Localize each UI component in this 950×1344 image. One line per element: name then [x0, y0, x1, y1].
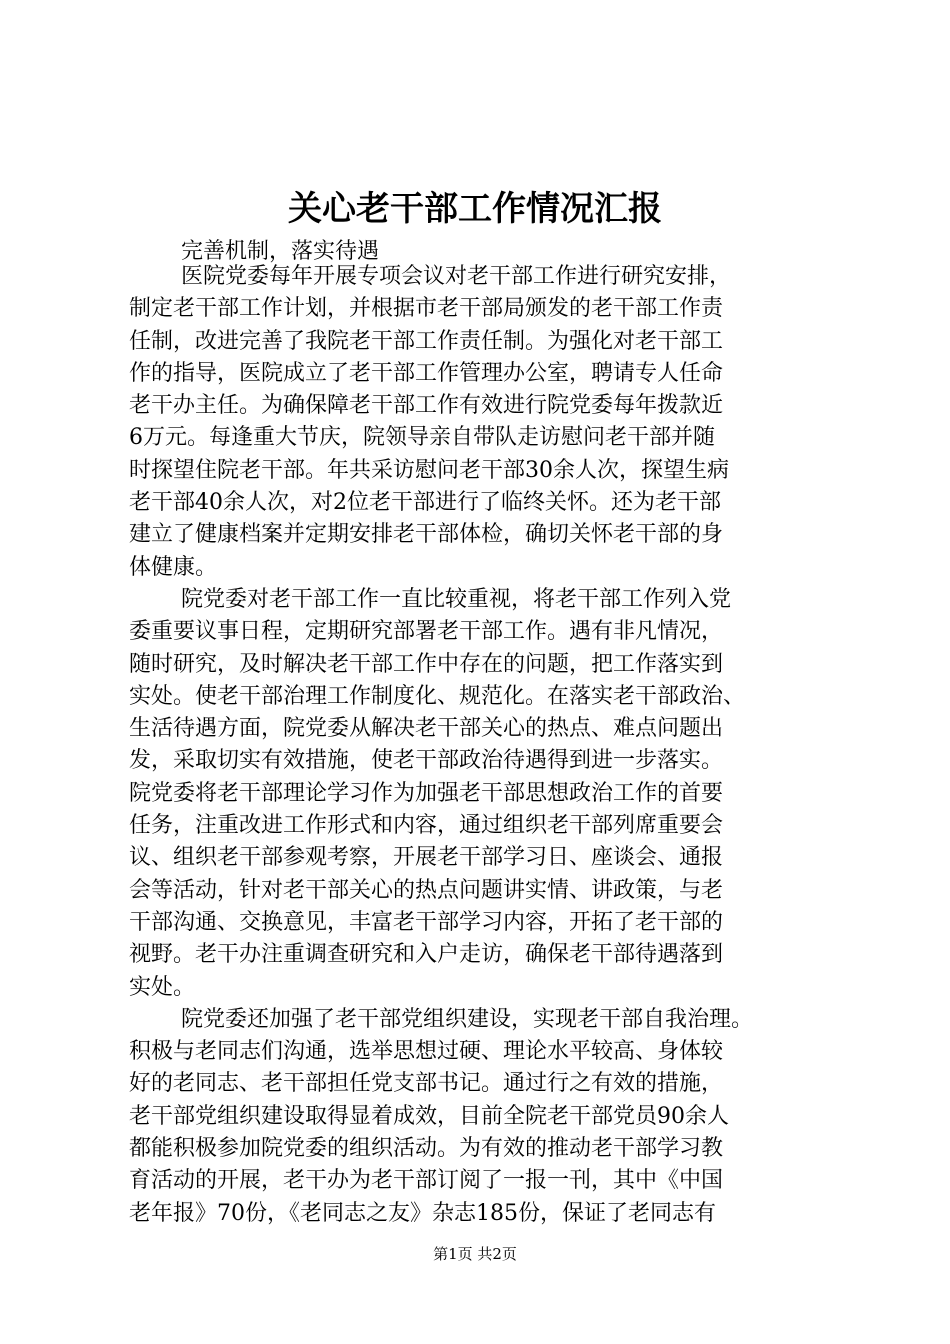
text-line: 作的指导，医院成立了老干部工作管理办公室，聘请专人任命	[129, 360, 724, 386]
text-line: 院党委将老干部理论学习作为加强老干部思想政治工作的首要	[129, 780, 724, 806]
text-line: 生活待遇方面，院党委从解决老干部关心的热点、难点问题出	[129, 716, 724, 742]
text-line: 发，采取切实有效措施，使老干部政治待遇得到进一步落实。	[129, 748, 724, 774]
text-line: 委重要议事日程，定期研究部署老干部工作。遇有非凡情况，	[129, 619, 724, 645]
body-text	[129, 261, 869, 1230]
text-line: 议、组织老干部参观考察，开展老干部学习日、座谈会、通报	[129, 845, 724, 871]
text-line: 实处。使老干部治理工作制度化、规范化。在落实老干部政治、	[129, 683, 746, 709]
text-line: 任务，注重改进工作形式和内容，通过组织老干部列席重要会	[129, 813, 724, 839]
text-line: 院党委还加强了老干部党组织建设，实现老干部自我治理。	[181, 1006, 754, 1032]
text-line: 建立了健康档案并定期安排老干部体检，确切关怀老干部的身	[129, 522, 724, 548]
text-line: 会等活动，针对老干部关心的热点问题讲实情、讲政策，与老	[129, 877, 724, 903]
text-line: 老干办主任。为确保障老干部工作有效进行院党委每年拨款近	[129, 393, 724, 419]
text-line: 老干部40余人次，对2位老干部进行了临终关怀。还为老干部	[129, 490, 721, 516]
text-line: 体健康。	[129, 554, 218, 580]
text-line: 育活动的开展，老干办为老干部订阅了一报一刊，其中《中国	[129, 1168, 724, 1194]
section-heading: 完善机制，落实待遇	[181, 239, 380, 264]
text-line: 制定老干部工作计划，并根据市老干部局颁发的老干部工作责	[129, 296, 724, 322]
text-line: 任制，改进完善了我院老干部工作责任制。为强化对老干部工	[129, 328, 724, 354]
text-line: 积极与老同志们沟通，选举思想过硬、理论水平较高、身体较	[129, 1039, 724, 1065]
page-footer: 第1页 共2页	[433, 1245, 517, 1263]
text-line: 随时研究，及时解决老干部工作中存在的问题，把工作落实到	[129, 651, 724, 677]
text-line: 干部沟通、交换意见，丰富老干部学习内容，开拓了老干部的	[129, 909, 724, 935]
text-line: 实处。	[129, 974, 196, 1000]
text-line: 好的老同志、老干部担任党支部书记。通过行之有效的措施，	[129, 1071, 724, 1097]
text-line: 老干部党组织建设取得显着成效，目前全院老干部党员90余人	[129, 1103, 729, 1129]
text-line: 时探望住院老干部。年共采访慰问老干部30余人次，探望生病	[129, 457, 729, 483]
text-line: 视野。老干办注重调查研究和入户走访，确保老干部待遇落到	[129, 942, 724, 968]
text-line: 6万元。每逢重大节庆，院领导亲自带队走访慰问老干部并随	[129, 425, 715, 451]
text-line: 院党委对老干部工作一直比较重视，将老干部工作列入党	[181, 586, 732, 612]
text-line: 医院党委每年开展专项会议对老干部工作进行研究安排，	[181, 264, 732, 289]
text-line: 都能积极参加院党委的组织活动。为有效的推动老干部学习教	[129, 1136, 724, 1162]
text-line: 老年报》70份，《老同志之友》杂志185份，保证了老同志有	[129, 1200, 716, 1226]
page-title: 关心老干部工作情况汇报	[288, 189, 662, 229]
